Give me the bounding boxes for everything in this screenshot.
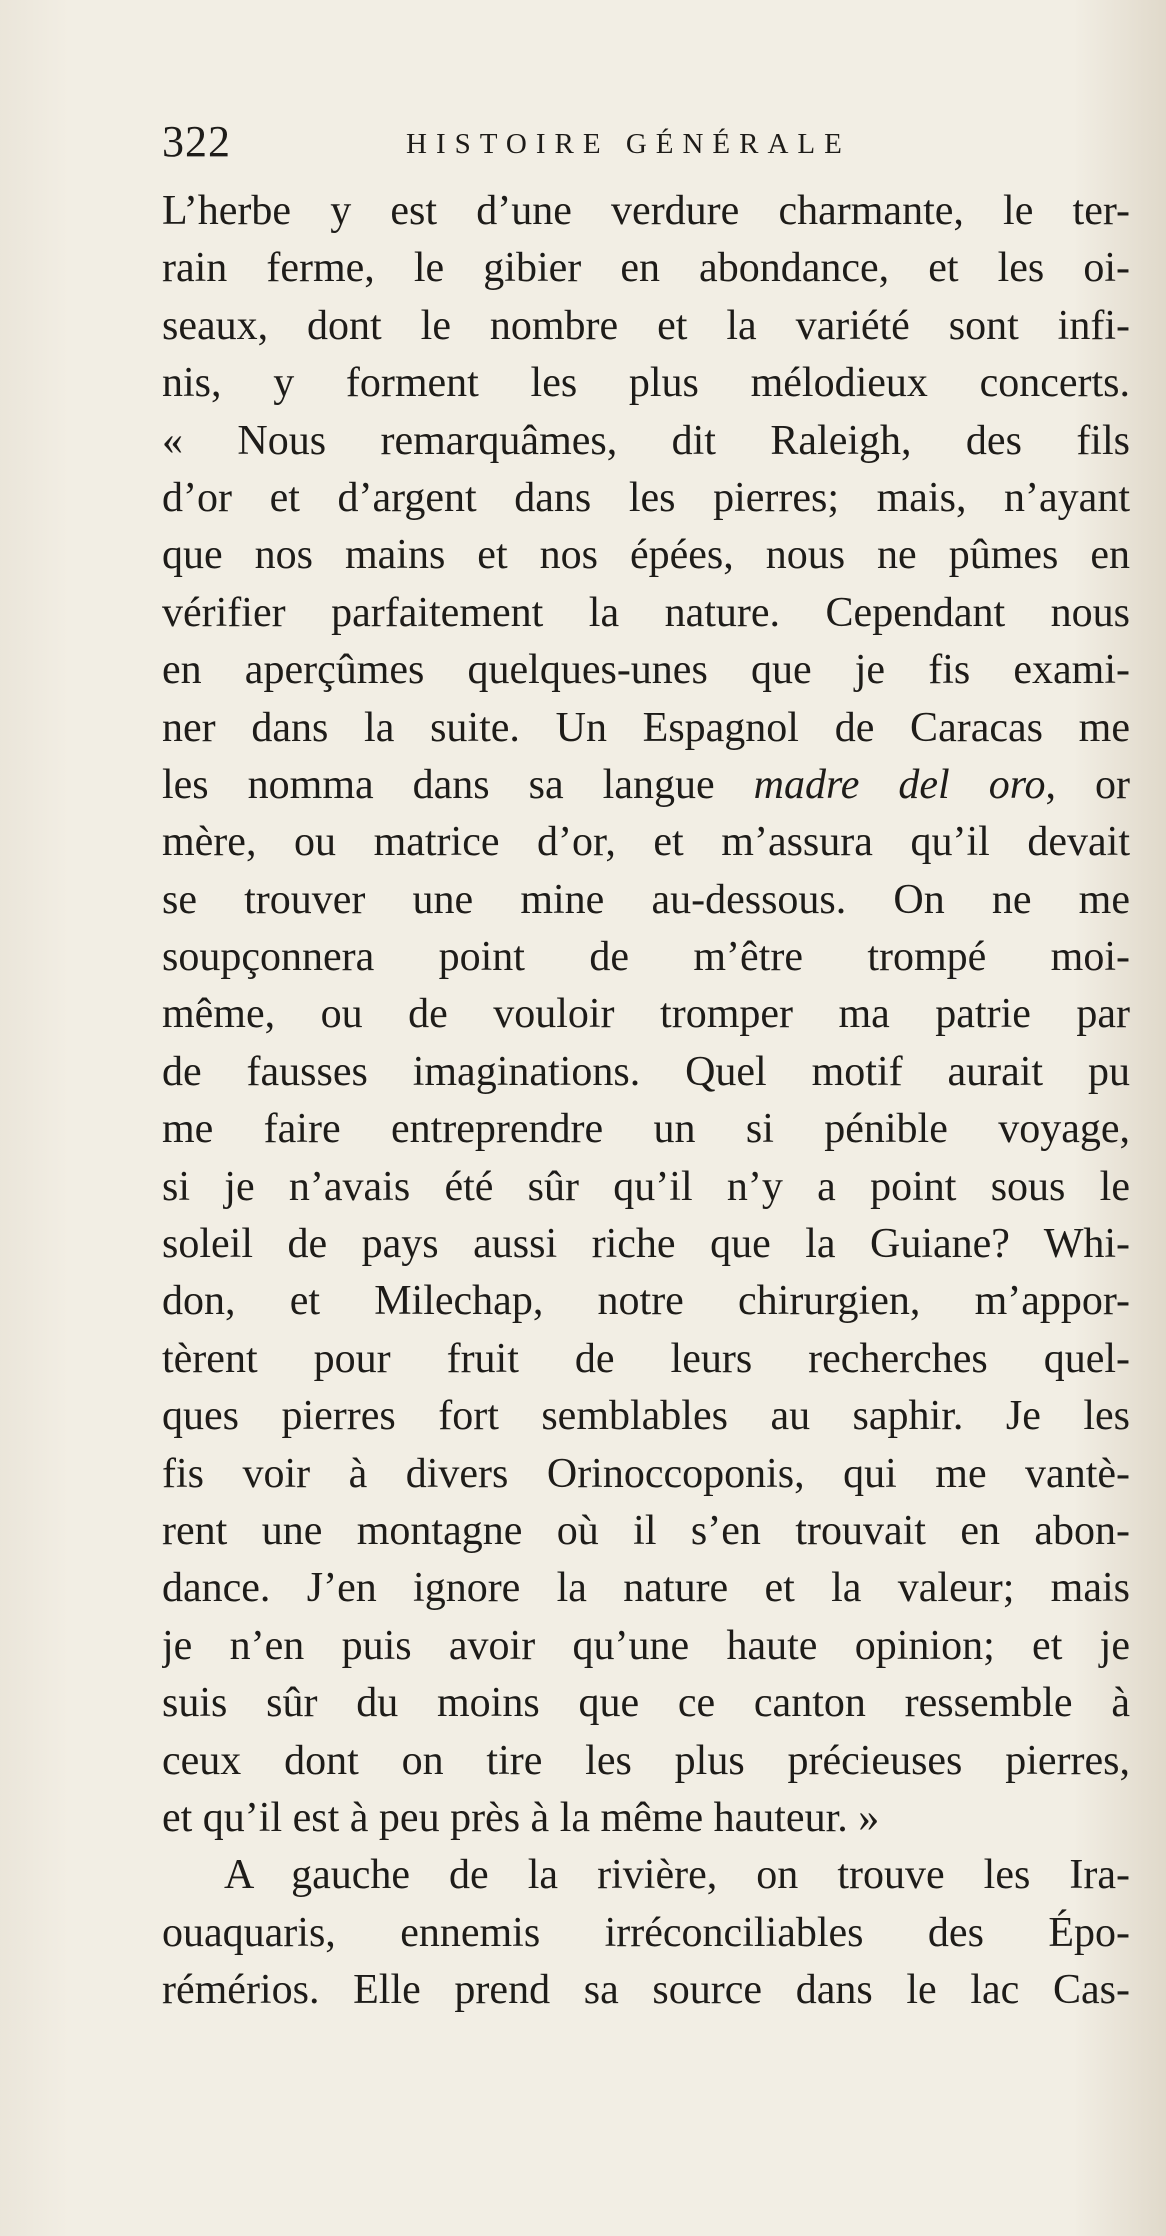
text-line: que nos mains et nos épées, nous ne pûmes en <box>162 532 1130 579</box>
page-number: 322 <box>162 117 231 166</box>
text-line: rain ferme, le gibier en abondance, et les oi- <box>162 245 1130 292</box>
text-segment: , or <box>1045 761 1130 808</box>
text-line: soupçonnera point de m’être trompé moi- <box>162 934 1130 981</box>
text-line: ouaquaris, ennemis irréconciliables des Épo- <box>162 1909 1130 1956</box>
text-line: ceux dont on tire les plus précieuses pierres, <box>162 1737 1130 1784</box>
italic-phrase: madre del oro <box>753 761 1046 808</box>
text-line: don, et Milechap, notre chirurgien, m’appor- <box>162 1278 1130 1325</box>
text-line: si je n’avais été sûr qu’il n’y a point sous le <box>162 1163 1130 1210</box>
text-line: tèrent pour fruit de leurs recherches quel- <box>162 1335 1130 1382</box>
text-line: seaux, dont le nombre et la variété sont infi- <box>162 302 1130 349</box>
text-line: ques pierres fort semblables au saphir. Je les <box>162 1393 1130 1440</box>
text-line: A gauche de la rivière, on trouve les Ira- <box>224 1852 1130 1899</box>
text-line: suis sûr du moins que ce canton ressemble à <box>162 1680 1130 1727</box>
text-line: L’herbe y est d’une verdure charmante, le ter- <box>162 188 1130 234</box>
text-line: mère, ou matrice d’or, et m’assura qu’il devait <box>162 819 1130 866</box>
text-segment: les nomma dans sa langue <box>162 761 754 808</box>
page-header <box>162 116 942 176</box>
text-line: rémérios. Elle prend sa source dans le lac Cas- <box>162 1967 1130 2014</box>
text-line: soleil de pays aussi riche que la Guiane? Whi- <box>162 1221 1130 1268</box>
text-line: dance. J’en ignore la nature et la valeur; mais <box>162 1565 1130 1612</box>
text-line: « Nous remarquâmes, dit Raleigh, des fils <box>162 417 1130 464</box>
text-line <box>162 757 1130 814</box>
text-line: se trouver une mine au-dessous. On ne me <box>162 876 1130 923</box>
text-line: je n’en puis avoir qu’une haute opinion; et je <box>162 1622 1130 1669</box>
running-head: HISTOIRE GÉNÉRALE <box>406 128 851 160</box>
text-line: de fausses imaginations. Quel motif aurait pu <box>162 1048 1130 1095</box>
body-text <box>162 183 1130 2020</box>
text-line: en aperçûmes quelques-unes que je fis exami- <box>162 647 1130 694</box>
text-line: me faire entreprendre un si pénible voyage, <box>162 1106 1130 1153</box>
text-line: même, ou de vouloir tromper ma patrie par <box>162 991 1130 1038</box>
text-line: d’or et d’argent dans les pierres; mais, n’ayant <box>162 474 1130 521</box>
text-line: fis voir à divers Orinoccoponis, qui me vantè- <box>162 1450 1130 1497</box>
text-line: et qu’il est à peu près à la même hauteur. » <box>162 1794 880 1841</box>
text-line: vérifier parfaitement la nature. Cependant nous <box>162 589 1130 636</box>
text-line: rent une montagne où il s’en trouvait en abon- <box>162 1507 1130 1554</box>
text-line: nis, y forment les plus mélodieux concerts. <box>162 360 1130 407</box>
text-line: ner dans la suite. Un Espagnol de Caracas me <box>162 704 1130 751</box>
